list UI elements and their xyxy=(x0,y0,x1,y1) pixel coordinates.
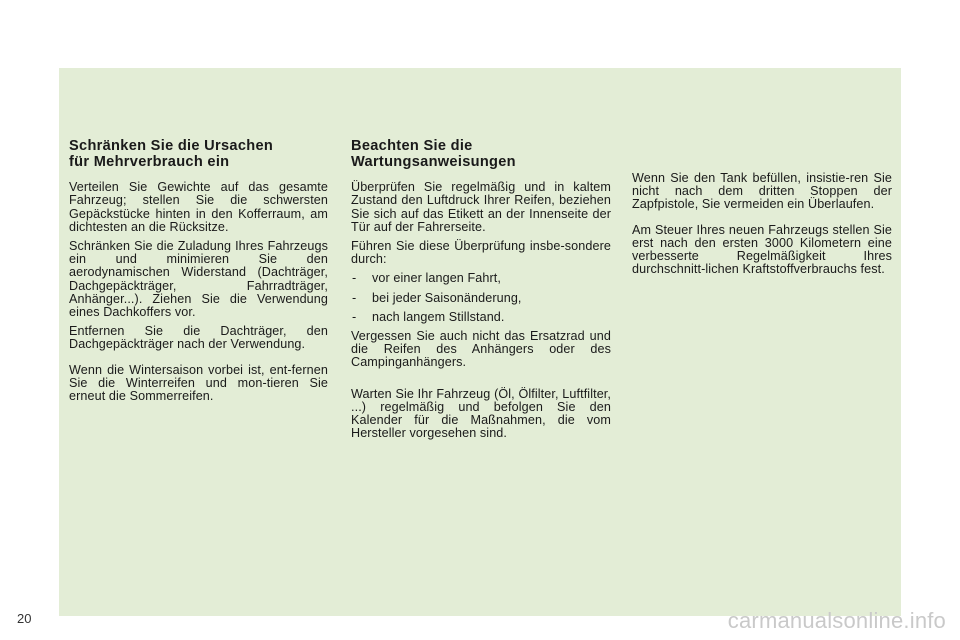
check-occasions-list xyxy=(351,272,611,324)
heading-line: Schränken Sie die Ursachen xyxy=(69,138,274,154)
section-heading-consumption xyxy=(69,139,328,170)
paragraph: Verteilen Sie Gewichte auf das gesamte Fahrzeug; stellen Sie die schwersten Gepäckstücke hinten in den Kofferraum, am dichtesten an die Rücksitze. xyxy=(69,180,328,234)
heading-line: Wartungsanweisungen xyxy=(351,153,516,170)
paragraph: Am Steuer Ihres neuen Fahrzeugs stellen Sie erst nach den ersten 3000 Kilometern eine verbesserte Regelmäßigkeit Ihres durchschnitt-lichen Kraftstoffverbrauchs fest. xyxy=(632,222,892,277)
paragraph: Wenn Sie den Tank befüllen, insistie-ren Sie nicht nach dem dritten Stoppen der Zapfpistole, Sie vermeiden ein Überlaufen. xyxy=(632,171,892,212)
list-item: - bei jeder Saisonänderung, xyxy=(351,292,611,305)
column-maintenance xyxy=(351,139,611,446)
list-item: - nach langem Stillstand. xyxy=(351,311,611,324)
column-refuelling xyxy=(632,172,892,282)
paragraph: Überprüfen Sie regelmäßig und in kaltem Zustand den Luftdruck Ihrer Reifen, beziehen Sie sich auf das Etikett an der Innenseite der Tür auf der Fahrerseite. xyxy=(351,180,611,234)
paragraph: Vergessen Sie auch nicht das Ersatzrad und die Reifen des Anhängers oder des Campinganhängers. xyxy=(351,329,611,370)
page-number: 20 xyxy=(17,611,32,626)
paragraph: Schränken Sie die Zuladung Ihres Fahrzeugs ein und minimieren Sie den aerodynamischen Widerstand (Dachträger, Dachgepäckträger, Fahrradträger, Anhänger...). Ziehen Sie die Verwendung eines Dachkoffers vor. xyxy=(69,239,328,320)
paragraph: Warten Sie Ihr Fahrzeug (Öl, Ölfilter, Luftfilter, ...) regelmäßig und befolgen Sie den Kalender für die Maßnahmen, die vom Hersteller vorgesehen sind. xyxy=(351,386,611,441)
heading-line: Beachten Sie die xyxy=(351,138,473,154)
section-heading-maintenance xyxy=(351,139,611,170)
paragraph: Entfernen Sie die Dachträger, den Dachgepäckträger nach der Verwendung. xyxy=(69,324,328,352)
heading-line: für Mehrverbrauch ein xyxy=(69,153,230,170)
watermark: carmanualsonline.info xyxy=(727,608,946,633)
paragraph: Führen Sie diese Überprüfung insbe-sondere durch: xyxy=(351,239,611,267)
list-item: - vor einer langen Fahrt, xyxy=(351,272,611,285)
column-fuel-consumption-causes xyxy=(69,139,328,409)
paragraph: Wenn die Wintersaison vorbei ist, ent-fernen Sie die Winterreifen und mon-tieren Sie erneut die Sommerreifen. xyxy=(69,362,328,404)
